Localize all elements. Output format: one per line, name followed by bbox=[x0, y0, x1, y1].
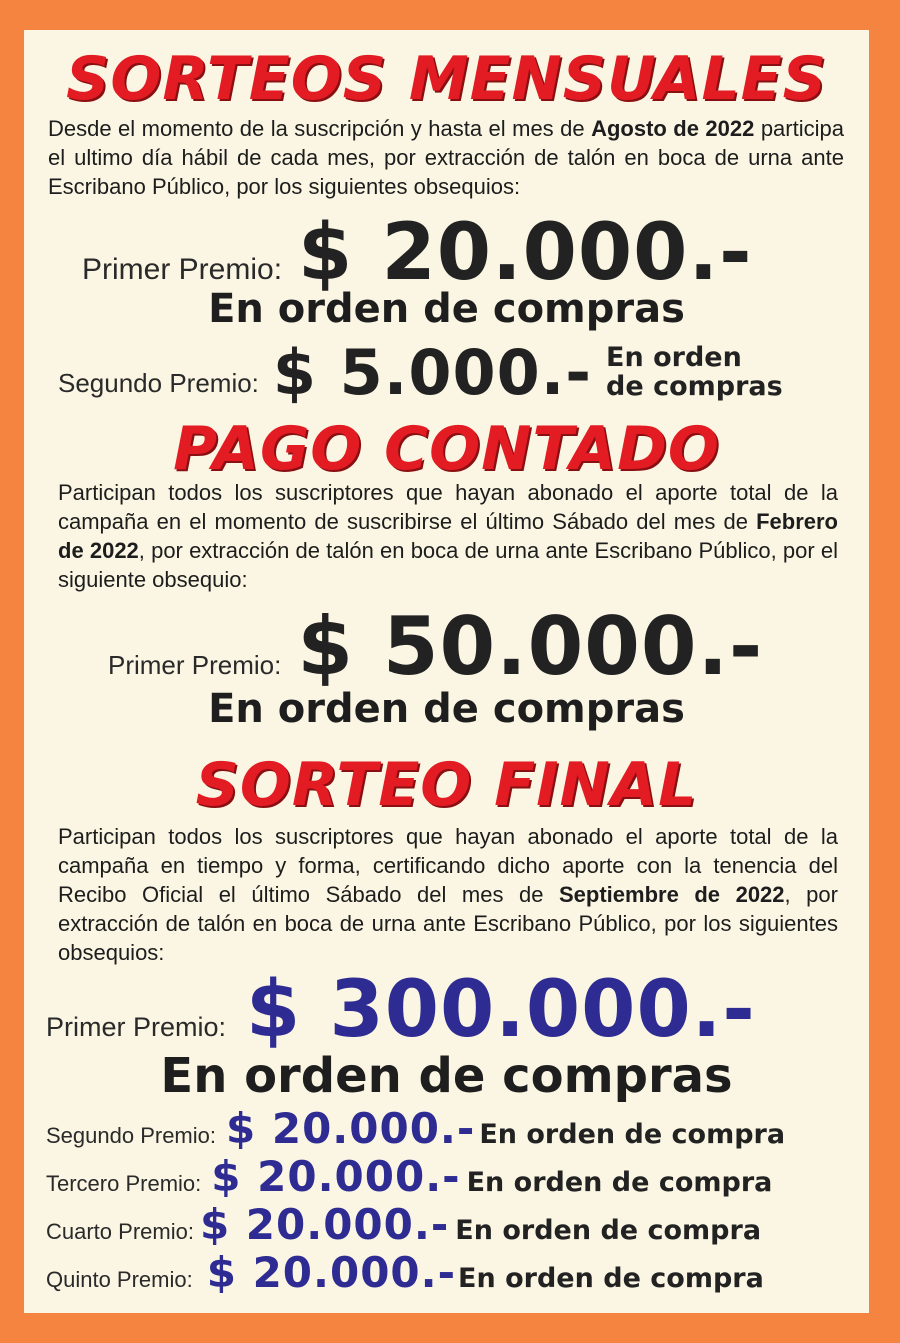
prize-amount: $ 20.000.- bbox=[199, 1200, 450, 1249]
final-text-rest: , por extracción de talón en boca de urna ante Escribano Público, por los siguientes obsequios: bbox=[58, 882, 838, 965]
prize-suffix: En orden de compras bbox=[208, 686, 685, 732]
prize-amount: $ 20.000.- bbox=[298, 208, 753, 298]
prize-amount: $ 300.000.- bbox=[246, 965, 756, 1055]
final-other-row-4 bbox=[46, 1200, 761, 1249]
prize-suffix bbox=[606, 344, 783, 401]
prize-amount: $ 20.000.- bbox=[226, 1104, 476, 1153]
poster bbox=[24, 30, 869, 1313]
prize-suffix: En orden de compra bbox=[466, 1167, 773, 1198]
mensuales-date: Agosto de 2022 bbox=[591, 116, 755, 141]
final-date: Septiembre de 2022 bbox=[559, 882, 785, 907]
final-other-row-5 bbox=[46, 1248, 764, 1297]
prize-label: Cuarto Premio: bbox=[46, 1219, 194, 1244]
prize-label: Primer Premio: bbox=[108, 650, 282, 680]
prize-amount: $ 20.000.- bbox=[206, 1248, 457, 1297]
prize-suffix-line-2: de compras bbox=[606, 370, 783, 402]
contado-paragraph bbox=[58, 478, 838, 594]
final-other-row-3 bbox=[46, 1152, 772, 1201]
mensuales-segundo-row bbox=[58, 336, 783, 409]
prize-suffix: En orden de compra bbox=[479, 1119, 786, 1150]
prize-amount: $ 5.000.- bbox=[272, 336, 593, 409]
prize-label: Primer Premio: bbox=[46, 1012, 227, 1042]
contado-text: Participan todos los suscriptores que hayan abonado el aporte total de la campaña en el momento de suscribirse el último Sábado del mes de bbox=[58, 480, 838, 534]
final-text: Participan todos los suscriptores que hayan abonado el aporte total de la campaña en tiempo y forma, certificando dicho aporte con la tenencia del Recibo Oficial el último Sábado del mes de bbox=[58, 824, 838, 907]
prize-amount: $ 20.000.- bbox=[211, 1152, 461, 1201]
prize-amount: $ 50.000.- bbox=[297, 600, 764, 693]
mensuales-primer-row bbox=[82, 208, 752, 298]
prize-suffix-line-1: En orden bbox=[606, 342, 742, 374]
final-paragraph bbox=[58, 822, 838, 967]
prize-label: Segundo Premio: bbox=[58, 368, 259, 398]
mensuales-text-rest: participa el ultimo día hábil de cada mes, por extracción de talón en boca de urna ante Escribano Público, por los siguientes obsequios: bbox=[48, 116, 844, 199]
prize-suffix: En orden de compra bbox=[455, 1215, 762, 1246]
section-title-contado: PAGO CONTADO bbox=[173, 414, 720, 484]
mensuales-paragraph bbox=[48, 114, 844, 201]
prize-suffix: En orden de compra bbox=[458, 1263, 764, 1294]
prize-label: Quinto Premio: bbox=[46, 1267, 193, 1292]
contado-primer-row bbox=[108, 600, 763, 693]
final-other-row-2 bbox=[46, 1104, 785, 1153]
mensuales-text: Desde el momento de la suscripción y hasta el mes de bbox=[48, 116, 592, 141]
prize-suffix: En orden de compras bbox=[160, 1048, 733, 1104]
contado-text-rest: , por extracción de talón en boca de urna ante Escribano Público, por el siguiente obsequio: bbox=[58, 538, 838, 592]
prize-suffix: En orden de compras bbox=[208, 286, 685, 332]
prize-label: Tercero Premio: bbox=[46, 1171, 202, 1196]
contado-date: Febrero de 2022 bbox=[58, 509, 838, 563]
prize-label: Primer Premio: bbox=[82, 253, 283, 286]
prize-label: Segundo Premio: bbox=[46, 1123, 216, 1148]
section-title-final: SORTEO FINAL bbox=[195, 750, 698, 820]
section-title-mensuales: SORTEOS MENSUALES bbox=[66, 44, 827, 114]
final-primer-row bbox=[46, 965, 756, 1055]
